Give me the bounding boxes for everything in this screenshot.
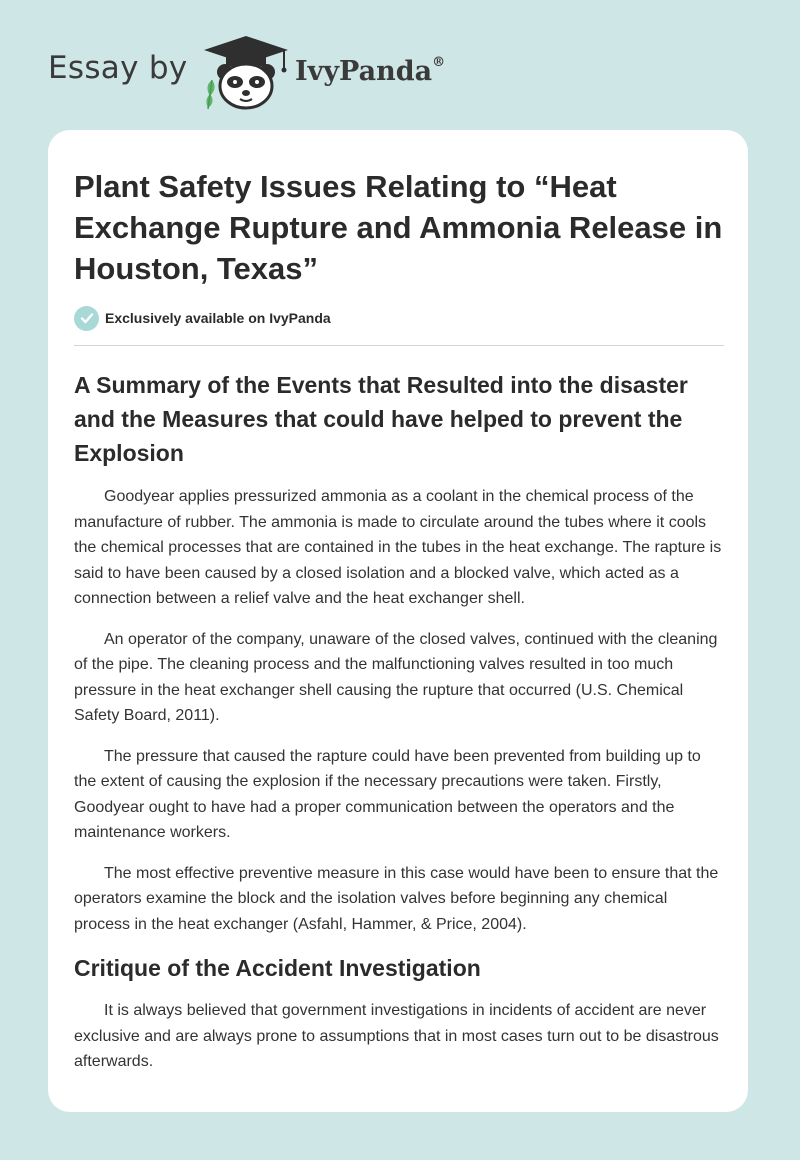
article-body xyxy=(74,166,724,1075)
paragraph: Goodyear applies pressurized ammonia as a coolant in the chemical process of the manufacture of rubber. The ammonia is made to circulate around the tubes where it cools the chemical processes that are contained in the tubes in the heat exchange. The rapture is said to have been caused by a closed isolation and a blocked valve, which acted as a connection between a relief valve and the heat exchanger shell. xyxy=(74,488,722,607)
check-circle-icon xyxy=(74,306,99,331)
paragraph: The most effective preventive measure in this case would have been to ensure that the operators examine the block and the isolation valves before beginning any chemical process in the heat exchanger (Asfahl, Hammer, & Price, 2004). xyxy=(74,864,719,933)
exclusive-badge-text: Exclusively available on IvyPanda xyxy=(105,310,331,326)
article-card xyxy=(48,130,748,1112)
paragraph: The pressure that caused the rapture could have been prevented from building up to the extent of causing the explosion if the necessary precautions were taken. Firstly, Goodyear ought to have had a proper communication between the operators and the maintenance workers. xyxy=(74,747,701,841)
essay-by-label: Essay by xyxy=(48,50,188,86)
brand-name[interactable]: IvyPanda® xyxy=(295,55,446,87)
paragraph: An operator of the company, unaware of the closed valves, continued with the cleaning of the pipe. The cleaning process and the malfunctioning valves resulted in too much pressure in the heat exchanger shell causing the rupture that occurred (U.S. Chemical Safety Board, 2011). xyxy=(74,630,718,724)
section-heading: A Summary of the Events that Resulted into the disaster and the Measures that could have helped to prevent the Explosion xyxy=(74,372,688,466)
site-header xyxy=(48,30,508,110)
exclusive-badge xyxy=(74,305,724,331)
page-title: Plant Safety Issues Relating to “Heat Exchange Rupture and Ammonia Release in Houston, Texas” xyxy=(74,169,723,286)
registered-mark: ® xyxy=(432,55,446,70)
divider xyxy=(74,345,724,346)
panda-logo-icon[interactable] xyxy=(200,34,292,110)
section-heading: Critique of the Accident Investigation xyxy=(74,955,481,981)
paragraph: It is always believed that government investigations in incidents of accident are never exclusive and are always prone to assumptions that in most cases turn out to be disastrous afterwards. xyxy=(74,1002,719,1070)
